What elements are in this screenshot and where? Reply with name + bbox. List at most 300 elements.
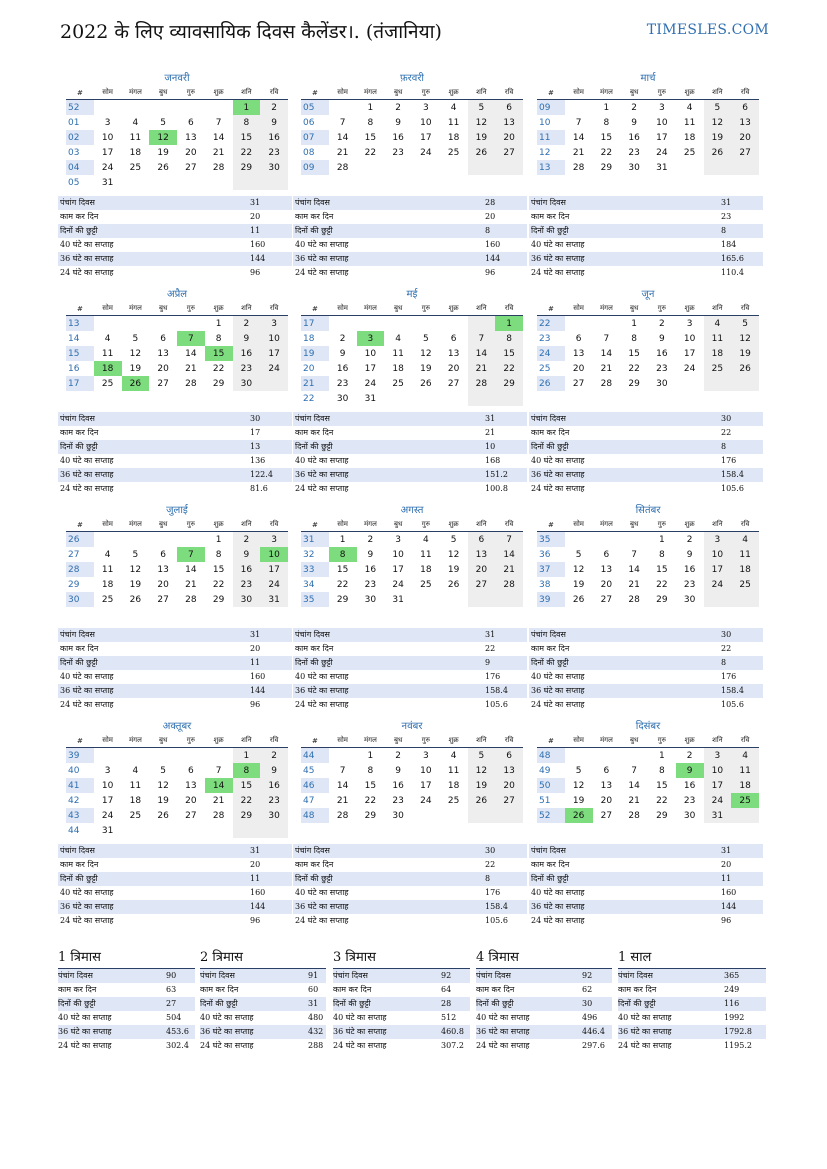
stat-value: 27 — [166, 999, 177, 1008]
day-cell: 4 — [686, 102, 693, 113]
weekday-header: सोम — [94, 734, 122, 748]
month-stats — [58, 844, 292, 928]
stat-value: 160 — [721, 888, 737, 897]
month-calendar — [66, 72, 288, 190]
day-cell: 20 — [447, 363, 460, 374]
weekday-header: मंगल — [357, 302, 385, 316]
day-cell: 29 — [600, 162, 613, 173]
stat-label: 36 घंटे का सप्ताह — [295, 254, 349, 263]
stat-label: 24 घंटे का सप्ताह — [531, 916, 585, 925]
weekday-header: मंगल — [593, 518, 621, 532]
day-cell: 28 — [185, 378, 197, 389]
day-cell: 30 — [233, 592, 261, 607]
week-number: 44 — [68, 825, 80, 836]
quarter-title: 2 त्रिमास — [200, 948, 326, 969]
weekday-header: शुक्र — [205, 302, 233, 316]
stat-label: 36 घंटे का सप्ताह — [618, 1027, 672, 1036]
stat-value: 160 — [250, 240, 266, 249]
stat-row — [58, 983, 195, 997]
stat-row — [58, 224, 292, 238]
weekday-header: रवि — [495, 734, 523, 748]
stat-label: 36 घंटे का सप्ताह — [295, 686, 349, 695]
weekday-header: # — [537, 302, 565, 316]
weekday-header: बुध — [384, 86, 412, 100]
day-cell: 28 — [600, 378, 613, 389]
weekday-header: गुरु — [412, 734, 440, 748]
day-cell: 6 — [575, 333, 582, 344]
stat-value: 288 — [308, 1041, 324, 1050]
stat-label: 24 घंटे का सप्ताह — [618, 1041, 672, 1050]
day-cell: 8 — [329, 547, 357, 562]
weekday-header: शनि — [704, 86, 732, 100]
day-cell: 10 — [392, 549, 404, 560]
stat-row — [293, 252, 527, 266]
weekday-header: सोम — [94, 86, 122, 100]
day-cell: 24 — [101, 162, 114, 173]
day-cell — [412, 808, 440, 823]
stat-value: 176 — [485, 672, 501, 681]
stat-label: दिनों की छुट्टी — [200, 999, 238, 1008]
stat-label: पंचांग दिवस — [58, 971, 93, 980]
weekday-header: सोम — [329, 518, 357, 532]
weekday-header: सोम — [565, 518, 593, 532]
day-cell: 5 — [160, 117, 166, 128]
day-cell: 3 — [104, 765, 111, 776]
stat-row — [293, 440, 527, 454]
day-cell: 5 — [132, 333, 139, 344]
stat-value: 504 — [166, 1013, 182, 1022]
weekday-header: शुक्र — [205, 518, 233, 532]
stat-row — [618, 983, 766, 997]
day-cell — [593, 748, 621, 764]
stat-value: 144 — [250, 902, 266, 911]
stat-row — [58, 969, 195, 983]
day-cell — [149, 748, 177, 764]
stat-value: 158.4 — [485, 902, 508, 911]
stat-value: 9 — [485, 658, 491, 667]
quarter-block — [476, 948, 612, 1053]
week-number: 45 — [303, 765, 315, 776]
day-cell: 5 — [731, 316, 759, 332]
stat-label: काम कर दिन — [295, 860, 334, 869]
week-number: 51 — [539, 795, 551, 806]
day-cell: 29 — [495, 376, 523, 391]
stat-label: पंचांग दिवस — [531, 414, 566, 423]
week-number: 41 — [66, 778, 94, 793]
day-cell: 12 — [149, 130, 177, 145]
day-cell: 16 — [628, 132, 640, 143]
stat-row — [476, 1039, 612, 1053]
day-cell: 17 — [392, 564, 404, 575]
stat-label: काम कर दिन — [60, 212, 99, 221]
stat-label: दिनों की छुट्टी — [531, 874, 569, 883]
week-number: 20 — [303, 363, 315, 374]
stat-label: 24 घंटे का सप्ताह — [60, 268, 114, 277]
day-cell: 18 — [447, 132, 460, 143]
weekday-header: बुध — [620, 518, 648, 532]
day-cell: 31 — [392, 594, 404, 605]
day-cell: 2 — [631, 102, 637, 113]
day-cell — [731, 376, 759, 391]
day-cell — [731, 160, 759, 175]
weekday-header: बुध — [149, 518, 177, 532]
day-cell: 3 — [395, 534, 401, 545]
day-cell — [731, 592, 759, 607]
month-calendar — [66, 288, 288, 391]
stat-label: 36 घंटे का सप्ताह — [476, 1027, 530, 1036]
weekday-header: बुध — [384, 302, 412, 316]
day-cell: 29 — [628, 378, 640, 389]
day-cell: 7 — [603, 333, 610, 344]
stat-row — [58, 642, 292, 656]
day-cell: 11 — [129, 132, 142, 143]
day-cell — [565, 316, 593, 332]
stat-value: 11 — [250, 874, 261, 883]
stat-row — [529, 440, 763, 454]
day-cell: 20 — [600, 795, 613, 806]
day-cell: 7 — [177, 331, 205, 346]
stat-value: 8 — [721, 226, 727, 235]
day-cell: 10 — [420, 117, 432, 128]
day-cell: 4 — [423, 534, 429, 545]
month-stats — [293, 628, 527, 712]
stat-row — [58, 914, 292, 928]
stat-label: 36 घंटे का सप्ताह — [60, 254, 114, 263]
stat-row — [333, 969, 470, 983]
day-cell: 18 — [101, 579, 114, 590]
day-cell: 1 — [367, 750, 374, 761]
day-cell: 24 — [683, 363, 696, 374]
day-cell: 27 — [185, 162, 197, 173]
stat-value: 22 — [721, 428, 732, 437]
day-cell — [495, 808, 523, 823]
day-cell: 24 — [704, 577, 732, 592]
stat-label: दिनों की छुट्टी — [531, 226, 569, 235]
stat-value: 105.6 — [721, 484, 744, 493]
stat-label: 40 घंटे का सप्ताह — [295, 240, 349, 249]
day-cell: 29 — [336, 594, 349, 605]
stat-value: 184 — [721, 240, 737, 249]
day-cell: 25 — [129, 162, 142, 173]
day-cell: 1 — [631, 318, 637, 329]
day-cell — [205, 823, 233, 838]
day-cell — [384, 391, 412, 406]
stat-value: 11 — [250, 658, 261, 667]
stat-row — [476, 1025, 612, 1039]
day-cell: 14 — [468, 346, 496, 361]
stat-label: 24 घंटे का सप्ताह — [200, 1041, 254, 1050]
day-cell: 9 — [339, 348, 346, 359]
day-cell: 19 — [157, 795, 169, 806]
stat-row — [476, 1011, 612, 1025]
weekday-header: मंगल — [357, 86, 385, 100]
day-cell — [177, 823, 205, 838]
stat-label: 40 घंटे का सप्ताह — [531, 888, 585, 897]
day-cell — [177, 748, 205, 764]
stat-value: 160 — [485, 240, 501, 249]
day-cell: 20 — [185, 147, 197, 158]
stat-label: काम कर दिन — [295, 212, 334, 221]
day-cell — [704, 376, 732, 391]
day-cell — [94, 532, 122, 548]
weekday-header: मंगल — [122, 302, 150, 316]
day-cell: 26 — [572, 594, 585, 605]
day-cell: 9 — [686, 549, 693, 560]
stat-value: 249 — [724, 985, 740, 994]
day-cell: 27 — [447, 378, 460, 389]
day-cell: 4 — [132, 117, 139, 128]
day-cell: 21 — [572, 147, 585, 158]
day-cell: 16 — [260, 778, 288, 793]
day-cell: 18 — [731, 778, 759, 793]
week-number: 14 — [68, 333, 80, 344]
stat-value: 60 — [308, 985, 319, 994]
stat-label: 40 घंटे का सप्ताह — [60, 672, 114, 681]
day-cell: 16 — [336, 363, 349, 374]
day-cell: 17 — [683, 348, 696, 359]
week-number: 36 — [539, 549, 551, 560]
weekday-header: सोम — [329, 302, 357, 316]
day-cell: 14 — [336, 780, 349, 791]
day-cell — [440, 592, 468, 607]
day-cell: 2 — [686, 750, 693, 761]
day-cell — [177, 175, 205, 190]
weekday-header: बुध — [384, 518, 412, 532]
day-cell: 13 — [600, 780, 613, 791]
day-cell: 5 — [468, 100, 496, 116]
stat-label: पंचांग दिवस — [295, 630, 330, 639]
week-number: 16 — [68, 363, 80, 374]
quarter-title: 1 त्रिमास — [58, 948, 195, 969]
day-cell: 6 — [468, 532, 496, 548]
stat-value: 30 — [721, 414, 732, 423]
day-cell: 23 — [364, 579, 377, 590]
stat-value: 22 — [485, 860, 496, 869]
week-number: 06 — [303, 117, 315, 128]
day-cell: 12 — [157, 780, 169, 791]
stat-label: दिनों की छुट्टी — [60, 658, 98, 667]
weekday-header: गुरु — [177, 734, 205, 748]
week-number: 48 — [301, 808, 329, 823]
month-name: जनवरी — [164, 73, 190, 84]
month-name: अप्रैल — [166, 289, 188, 300]
day-cell: 1 — [603, 102, 610, 113]
quarter-title: 4 त्रिमास — [476, 948, 612, 969]
stat-value: 92 — [441, 971, 452, 980]
stat-row — [529, 266, 763, 280]
day-cell: 31 — [364, 393, 377, 404]
stat-row — [58, 900, 292, 914]
stat-value: 21 — [485, 428, 496, 437]
day-cell: 8 — [215, 333, 222, 344]
day-cell: 5 — [575, 549, 582, 560]
day-cell: 22 — [212, 579, 225, 590]
day-cell: 17 — [101, 795, 114, 806]
stat-row — [618, 997, 766, 1011]
day-cell: 10 — [656, 117, 668, 128]
day-cell: 30 — [656, 378, 668, 389]
day-cell: 27 — [600, 810, 613, 821]
day-cell — [565, 748, 593, 764]
weekday-header: शनि — [704, 302, 732, 316]
day-cell — [495, 160, 523, 175]
week-number: 46 — [301, 778, 329, 793]
day-cell: 5 — [704, 100, 732, 116]
stat-label: काम कर दिन — [333, 985, 372, 994]
stat-row — [529, 844, 763, 858]
stat-value: 176 — [485, 888, 501, 897]
day-cell — [676, 376, 704, 391]
stat-label: दिनों की छुट्टी — [295, 658, 333, 667]
day-cell: 13 — [731, 115, 759, 130]
stat-row — [293, 426, 527, 440]
day-cell: 7 — [468, 331, 496, 346]
stat-value: 28 — [441, 999, 452, 1008]
stat-value: 31 — [721, 198, 732, 207]
day-cell: 19 — [129, 363, 142, 374]
stat-row — [58, 1039, 195, 1053]
day-cell — [233, 823, 261, 838]
week-number: 17 — [301, 316, 329, 332]
day-cell: 9 — [233, 331, 261, 346]
month-calendar — [301, 720, 523, 823]
day-cell — [704, 592, 732, 607]
day-cell: 15 — [233, 778, 261, 793]
day-cell: 7 — [339, 117, 346, 128]
weekday-header: शुक्र — [205, 86, 233, 100]
day-cell: 6 — [495, 100, 523, 116]
day-cell — [149, 316, 177, 332]
week-number: 02 — [66, 130, 94, 145]
brand-link[interactable]: TIMESLES.COM — [646, 22, 769, 38]
weekday-header: # — [301, 518, 329, 532]
day-cell: 4 — [132, 765, 139, 776]
stat-row — [58, 482, 292, 496]
stat-value: 8 — [721, 442, 727, 451]
stat-row — [58, 252, 292, 266]
stat-row — [58, 1011, 195, 1025]
day-cell: 9 — [659, 333, 665, 344]
stat-value: 122.4 — [250, 470, 273, 479]
week-number: 13 — [66, 316, 94, 332]
weekday-header: शुक्र — [440, 302, 468, 316]
day-cell: 25 — [420, 579, 432, 590]
stat-value: 176 — [721, 672, 737, 681]
stat-label: 40 घंटे का सप्ताह — [618, 1013, 672, 1022]
stat-label: पंचांग दिवस — [60, 414, 95, 423]
week-number: 21 — [301, 376, 329, 391]
day-cell: 20 — [600, 579, 613, 590]
day-cell: 18 — [420, 564, 432, 575]
stat-label: 24 घंटे का सप्ताह — [531, 700, 585, 709]
month-stats — [293, 412, 527, 496]
stat-value: 22 — [485, 644, 496, 653]
stat-row — [58, 684, 292, 698]
weekday-header: बुध — [620, 302, 648, 316]
day-cell: 12 — [572, 564, 585, 575]
week-number: 32 — [303, 549, 315, 560]
week-number: 11 — [537, 130, 565, 145]
weekday-header: शनि — [468, 518, 496, 532]
week-number: 19 — [301, 346, 329, 361]
day-cell: 13 — [157, 348, 169, 359]
day-cell: 15 — [233, 130, 261, 145]
day-cell: 11 — [447, 765, 460, 776]
day-cell: 23 — [336, 378, 349, 389]
day-cell: 3 — [260, 316, 288, 332]
stat-value: 11 — [250, 226, 261, 235]
stat-value: 10 — [485, 442, 496, 451]
day-cell — [620, 532, 648, 548]
day-cell — [94, 316, 122, 332]
weekday-header: गुरु — [412, 302, 440, 316]
stat-value: 31 — [250, 198, 261, 207]
weekday-header: शुक्र — [440, 734, 468, 748]
day-cell: 10 — [704, 763, 732, 778]
day-cell: 30 — [233, 376, 261, 391]
stat-label: काम कर दिन — [531, 644, 570, 653]
weekday-header: बुध — [149, 86, 177, 100]
weekday-header: # — [66, 518, 94, 532]
stat-value: 64 — [441, 985, 452, 994]
week-number: 05 — [301, 100, 329, 116]
stat-label: पंचांग दिवस — [60, 630, 95, 639]
day-cell: 14 — [600, 348, 613, 359]
day-cell: 21 — [628, 579, 640, 590]
day-cell: 28 — [185, 594, 197, 605]
month-name: मार्च — [640, 73, 656, 84]
day-cell: 29 — [233, 808, 261, 823]
week-number: 17 — [66, 376, 94, 391]
stat-value: 96 — [250, 268, 261, 277]
week-number: 52 — [66, 100, 94, 116]
weekday-header: सोम — [94, 518, 122, 532]
weekday-header: रवि — [495, 302, 523, 316]
day-cell: 21 — [628, 795, 640, 806]
day-cell: 10 — [683, 333, 696, 344]
stat-row — [529, 872, 763, 886]
day-cell — [468, 808, 496, 823]
stat-value: 151.2 — [485, 470, 508, 479]
day-cell: 3 — [704, 532, 732, 548]
stat-row — [333, 983, 470, 997]
month-calendar — [301, 504, 523, 607]
day-cell: 27 — [157, 594, 169, 605]
day-cell: 7 — [575, 117, 582, 128]
stat-row — [293, 844, 527, 858]
week-number: 35 — [537, 532, 565, 548]
day-cell — [260, 376, 288, 391]
day-cell: 10 — [101, 780, 114, 791]
day-cell: 28 — [628, 810, 640, 821]
weekday-header: गुरु — [177, 86, 205, 100]
stat-row — [529, 238, 763, 252]
stat-row — [200, 1025, 326, 1039]
day-cell: 25 — [129, 810, 142, 821]
day-cell: 4 — [104, 333, 111, 344]
day-cell: 26 — [157, 810, 169, 821]
weekday-header: सोम — [329, 86, 357, 100]
day-cell: 15 — [600, 132, 613, 143]
day-cell — [177, 100, 205, 116]
day-cell: 28 — [212, 162, 225, 173]
day-cell: 10 — [101, 132, 114, 143]
weekday-header: सोम — [565, 302, 593, 316]
weekday-header: रवि — [495, 86, 523, 100]
month-calendar — [537, 504, 759, 607]
stat-label: 36 घंटे का सप्ताह — [200, 1027, 254, 1036]
day-cell: 20 — [495, 130, 523, 145]
